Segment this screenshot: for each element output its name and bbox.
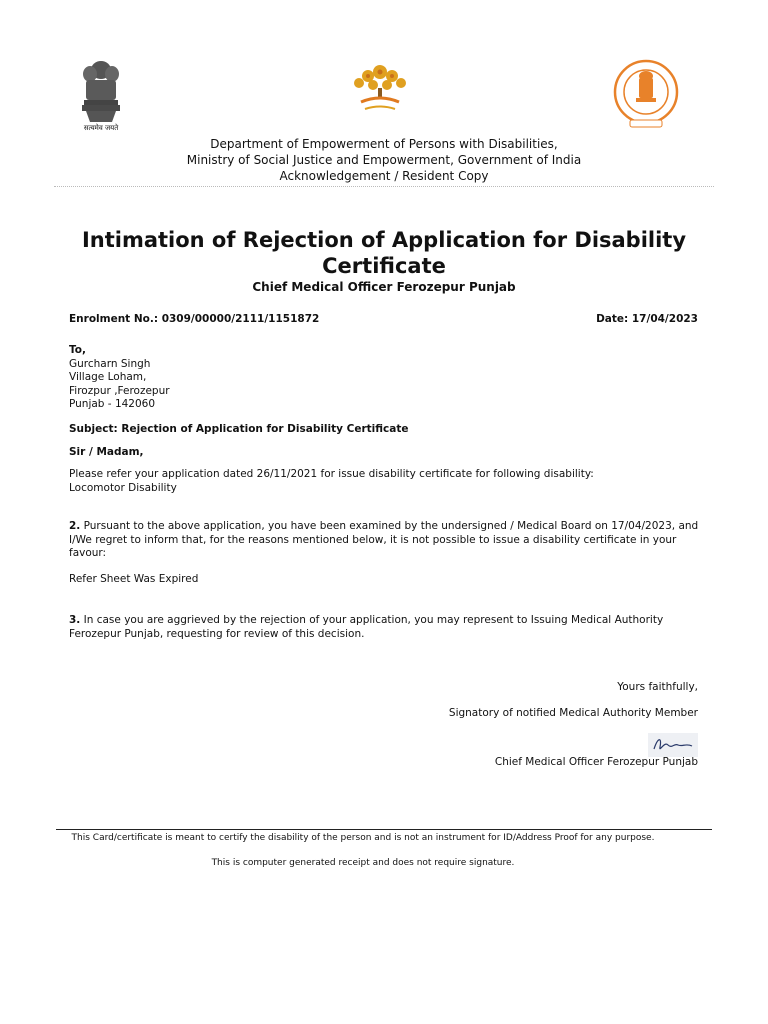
paragraph-2-number: 2. [69,520,81,532]
recipient-name: Gurcharn Singh [69,357,151,370]
footer-divider [56,829,712,830]
punjab-govt-seal-icon [612,58,680,132]
enrolment-number: Enrolment No.: 0309/00000/2111/1151872 [69,313,320,325]
recipient-address [69,344,170,412]
signatory-title: Signatory of notified Medical Authority Member [448,707,698,719]
paragraph-3-number: 3. [69,614,81,626]
paragraph-1-text: Please refer your application dated 26/11/2021 for issue disability certificate for following disability: [69,468,594,480]
header-line-ministry: Ministry of Social Justice and Empowerment, Government of India [186,153,582,167]
address-line-3: Punjab - 142060 [69,398,156,410]
rejection-reason: Refer Sheet Was Expired [69,573,199,585]
closing-faithfully: Yours faithfully, [617,681,698,693]
issuing-authority: Chief Medical Officer Ferozepur Punjab [252,280,516,294]
header-divider [54,186,714,187]
sugamya-logo-icon [343,58,417,116]
address-line-2: Firozpur ,Ferozepur [69,384,170,397]
paragraph-1 [69,468,709,495]
header-line-copy-type: Acknowledgement / Resident Copy [279,169,489,183]
footer-note: This is computer generated receipt and does not require signature. [211,858,515,868]
salutation: Sir / Madam, [69,446,144,458]
footer-disclaimer: This Card/certificate is meant to certify the disability of the person and is not an instrument for ID/Address Proof for any purpose. [71,833,655,843]
address-line-1: Village Loham, [69,371,147,383]
signing-authority: Chief Medical Officer Ferozepur Punjab [494,756,698,768]
department-header [0,136,768,184]
paragraph-2 [69,520,709,561]
paragraph-2-text: Pursuant to the above application, you have been examined by the undersigned / Medical Board on 17/04/2023, and I/We regret to inform that, for the reasons mentioned below, it is not possible to issue a disability certificate in your favour: [69,520,699,559]
national-emblem-icon [76,58,126,134]
emblem-caption: सत्यमेव जयते [83,124,119,132]
to-label: To, [69,344,86,356]
letter-date: Date: 17/04/2023 [596,313,698,325]
paragraph-3-text: In case you are aggrieved by the rejection of your application, you may represent to Issuing Medical Authority Ferozepur Punjab, requesting for review of this decision. [69,614,664,640]
paragraph-3 [69,614,709,641]
header-line-department: Department of Empowerment of Persons with Disabilities, [210,137,558,151]
disability-type: Locomotor Disability [69,481,177,494]
subject-line: Subject: Rejection of Application for Disability Certificate [69,423,409,435]
page-title: Intimation of Rejection of Application for Disability Certificate [81,228,687,278]
signature-image [648,733,698,757]
